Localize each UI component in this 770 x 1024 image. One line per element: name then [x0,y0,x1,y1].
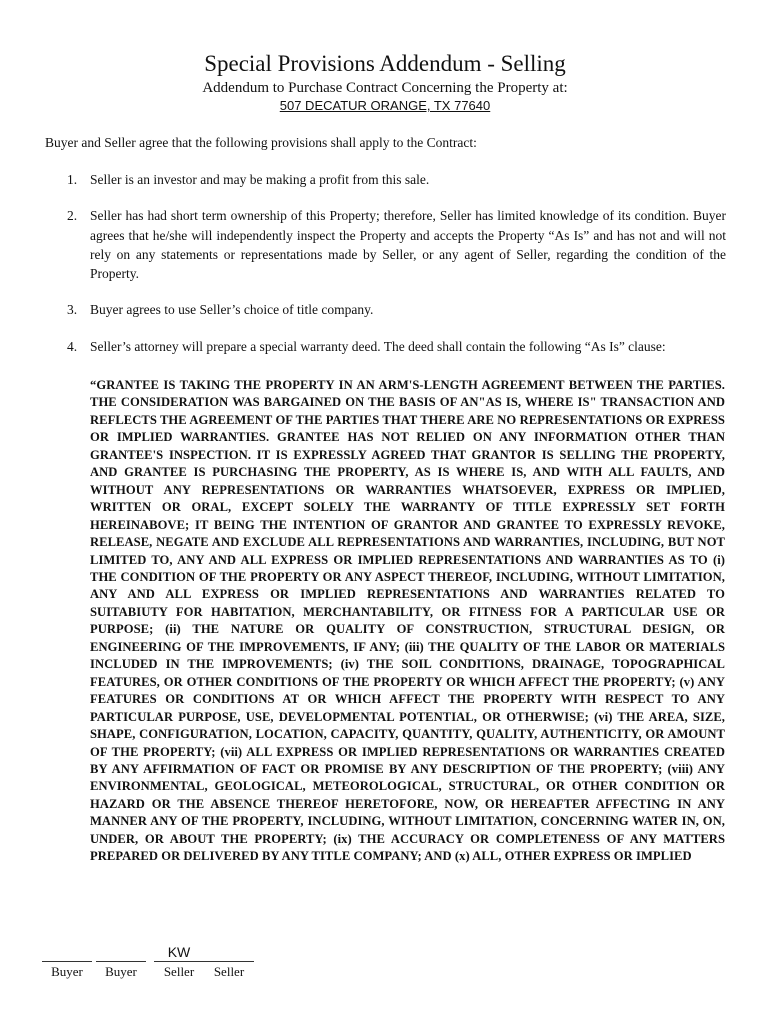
as-is-clause: “GRANTEE IS TAKING THE PROPERTY IN AN ARM'S-LENGTH AGREEMENT BETWEEN THE PARTIES. THE CONSIDERATION WAS BARGAINED ON THE BASIS OF AN"AS IS, WHERE IS" TRANSACTION AND REFLECTS THE AGREEMENT OF THE PARTIES THAT THERE ARE NO REPRESENTATIONS OR EXPRESS OR IMPLIED WARRANTIES. GRANTEE HAS NOT RELIED ON ANY INFORMATION OTHER THAN GRANTEE'S INSPECTION. IT IS EXPRESSLY AGREED THAT GRANTOR IS SELLING THE PROPERTY, AND GRANTEE IS PURCHASING THE PROPERTY, AS IS WHERE IS, AND WITH ALL FAULTS, AND WITHOUT ANY REPRESENTATIONS OR WARRANTIES WHATSOEVER, EXPRESS OR IMPLIED, WRITTEN OR ORAL, EXCEPT SOLELY THE WARRANTY OF TITLE EXPRESSLY SET FORTH HEREINABOVE; IT BEING THE INTENTION OF GRANTOR AND GRANTEE TO EXPRESSLY REVOKE, RELEASE, NEGATE AND EXCLUDE ALL REPRESENTATIONS AND WARRANTIES, INCLUDING, BUT NOT LIMITED TO, ANY AND ALL EXPRESS OR IMPLIED REPRESENTATIONS AND WARRANTIES AS TO (i) THE CONDITION OF THE PROPERTY OR ANY ASPECT THEREOF, INCLUDING, WITHOUT LIMITATION, ANY AND ALL EXPRESS OR IMPLIED REPRESENTATIONS AND WARRANTIES RELATED TO SUITABIUTY FOR HABITATION, MERCHANTABILITY, OR FITNESS FOR A PARTICULAR USE OR PURPOSE; (ii) THE NATURE OR QUALITY OF CONSTRUCTION, STRUCTURAL DESIGN, OR ENGINEERING OF THE IMPROVEMENTS, IF ANY; (iii) THE QUALITY OF THE LABOR OR MATERIALS INCLUDED IN THE IMPROVEMENTS; (iv) THE SOIL CONDITIONS, DRAINAGE, TOPOGRAPHICAL FEATURES, OR OTHER CONDITIONS OF THE PROPERTY OR WHICH AFFECT THE PROPERTY; (v) ANY FEATURES OR CONDITIONS AT OR WHICH AFFECT THE PROPERTY WITH RESPECT TO ANY PARTICULAR PURPOSE, USE, DEVELOPMENTAL POTENTIAL, OR OTHERWISE; (vi) THE AREA, SIZE, SHAPE, CONFIGURATION, LOCATION, CAPACITY, QUANTITY, QUALITY, AUTHENTICITY, OR AMOUNT OF THE PROPERTY; (vii) ALL EXPRESS OR IMPLIED REPRESENTATIONS OR WARRANTIES CREATED BY ANY AFFIRMATION OF FACT OR PROMISE BY ANY DESCRIPTION OF THE PROPERTY; (viii) ANY ENVIRONMENTAL, GEOLOGICAL, METEOROLOGICAL, STRUCTURAL, OR OTHER CONDITION OR HAZARD OR THE ABSENCE THEREOF HERETOFORE, NOW, OR HEREAFTER AFFECTING IN ANY MANNER ANY OF THE PROPERTY, INCLUDING, WITHOUT LIMITATION, CONCERNING WATER IN, ON, UNDER, OR ABOUT THE PROPERTY; (ix) THE ACCURACY OR COMPLETENESS OF ANY MATTERS PREPARED OR DELIVERED BY ANY TITLE COMPANY; AND (x) ALL, OTHER EXPRESS OR IMPLIED [90,378,725,864]
provision-item [45,337,726,356]
buyer-initials-1[interactable] [42,944,92,980]
provision-number: 2. [67,208,78,224]
document-subtitle: Addendum to Purchase Contract Concerning the Property at: [202,80,568,96]
initials-line[interactable] [42,944,92,962]
initials-role-label: Buyer [105,964,137,979]
provision-text: Buyer agrees to use Seller’s choice of title company. [90,302,374,318]
property-address [0,98,770,114]
provision-item [45,300,726,319]
provision-text: Seller is an investor and may be making a profit from this sale. [90,172,430,187]
property-address-text: 507 DECATUR ORANGE, TX 77640 [279,98,491,113]
provision-text: Seller has had short term ownership of this Property; therefore, Seller has limited knowledge of its condition. Buyer agrees that he/she will independently inspect the Property and accepts the Property “As Is” and has not and will not rely on any statements or representations made by Seller, or any agent of Seller, regarding the condition of the Property. [90,208,726,282]
provision-item [45,170,726,189]
initials-line[interactable]: KW [154,944,204,962]
provisions-list [45,170,726,356]
initials-role-label: Seller [163,964,195,979]
provision-number: 3. [67,302,78,318]
provision-number: 1. [67,172,78,187]
provision-number: 4. [67,338,78,354]
intro-paragraph: Buyer and Seller agree that the following provisions shall apply to the Contract: [45,135,477,150]
initials-role-label: Seller [213,964,245,979]
initials-line[interactable] [96,944,146,962]
provision-text: Seller’s attorney will prepare a special warranty deed. The deed shall contain the following “As Is” clause: [90,338,666,354]
document-title: Special Provisions Addendum - Selling [204,51,566,76]
initials-line[interactable] [204,944,254,962]
provision-item [45,206,726,283]
seller-initials-2[interactable] [204,944,254,980]
seller-initials-1[interactable] [154,944,204,980]
initials-role-label: Buyer [51,964,83,979]
buyer-initials-2[interactable] [96,944,146,980]
